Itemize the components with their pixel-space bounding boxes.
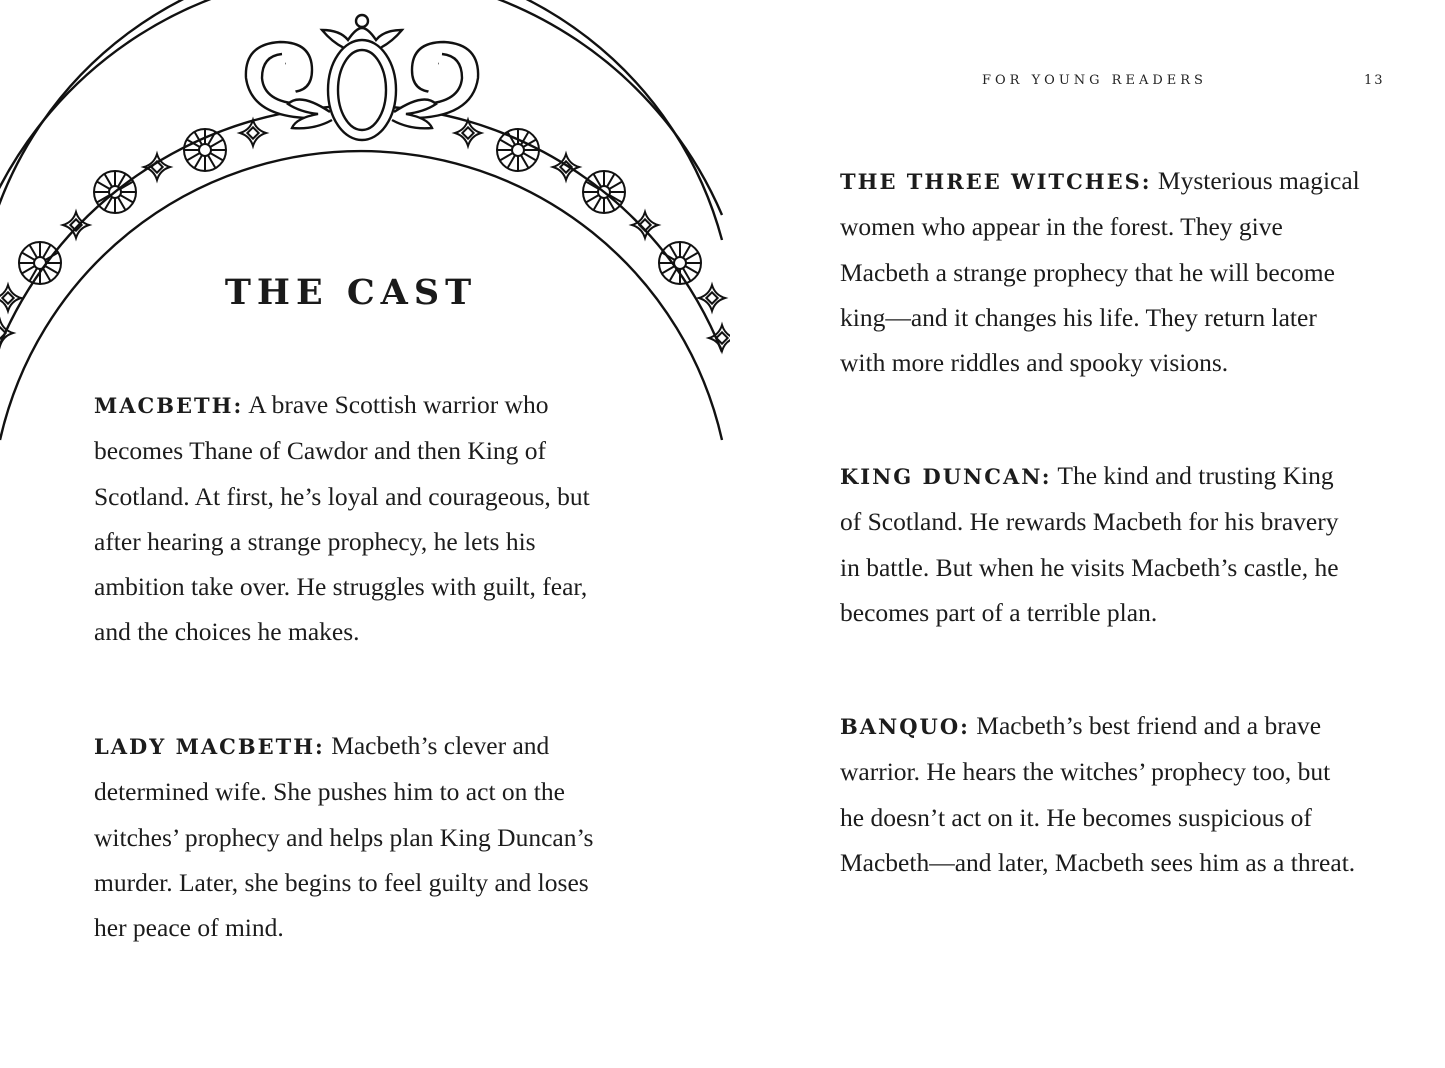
character-name: BANQUO: [840,714,970,739]
cast-entry-three-witches [840,158,1360,385]
running-head: FOR YOUNG READERS [982,73,1207,88]
character-name: LADY MACBETH: [94,734,325,759]
cast-entry-banquo [840,703,1360,885]
character-name: MACBETH: [94,393,244,418]
cast-entry-macbeth [94,382,614,655]
page-title: THE CAST [224,272,478,313]
cast-entry-lady-macbeth [94,723,614,950]
character-name: KING DUNCAN: [840,464,1052,489]
character-description: Macbeth’s best friend and a brave warrior. He hears the witches’ prophecy too, but he doesn’t act on it. He becomes suspicious of Macbeth—and later, Macbeth sees him as a threat. [840,711,1356,877]
cast-entry-king-duncan [840,453,1360,635]
character-name: THE THREE WITCHES: [840,169,1152,194]
character-description: The kind and trusting King of Scotland. He rewards Macbeth for his bravery in battle. But when he visits Macbeth’s castle, he becomes part of a terrible plan. [840,461,1339,627]
page-number: 13 [1364,73,1385,88]
character-description: A brave Scottish warrior who becomes Thane of Cawdor and then King of Scotland. At first, he’s loyal and courageous, but after hearing a strange prophecy, he lets his ambition take over. He struggles with guilt, fear, and the choices he makes. [94,390,590,647]
character-description: Mysterious magical women who appear in the forest. They give Macbeth a strange prophecy that he will become king—and it changes his life. They return later with more riddles and spooky visions. [840,166,1360,378]
character-description: Macbeth’s clever and determined wife. She pushes him to act on the witches’ prophecy and helps plan King Duncan’s murder. Later, she begins to feel guilty and loses her peace of mind. [94,731,594,943]
left-page [0,0,722,1068]
